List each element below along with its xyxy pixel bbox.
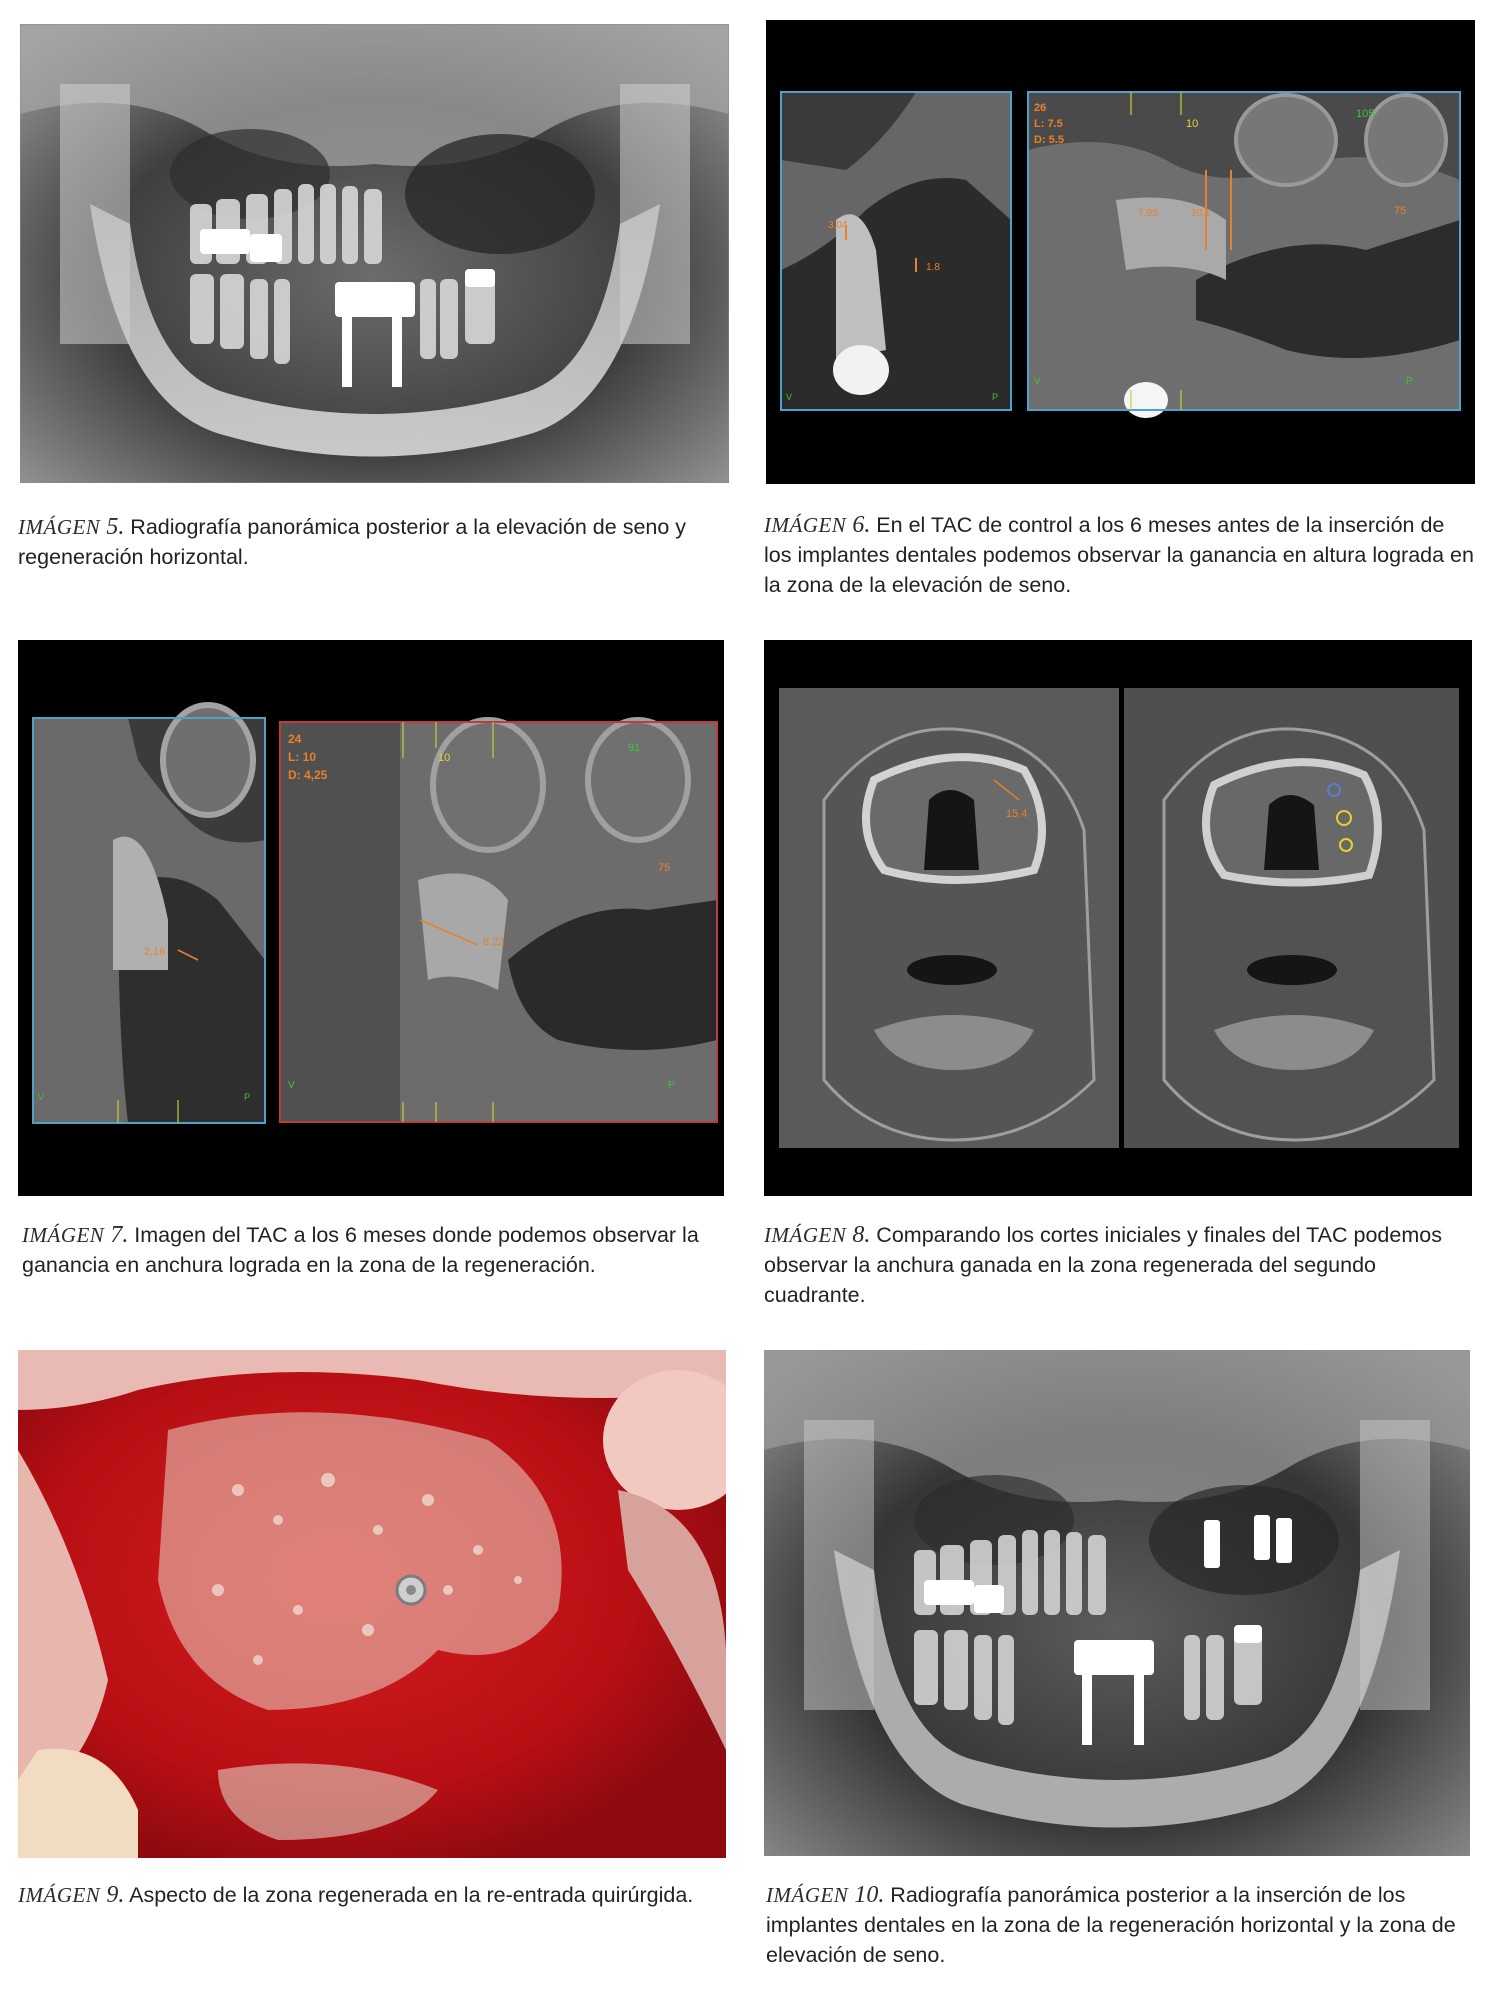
figure-7-ct-scan [18, 640, 724, 1196]
figure-number: 7. [110, 1222, 129, 1248]
ct6-corner-v-left: V [786, 392, 793, 402]
ct7-corner-v-left: V [38, 1092, 45, 1102]
ct7-right-top: 10 [438, 752, 451, 764]
figure-number: 6. [852, 512, 871, 538]
ct7-corner-p-right: P [668, 1080, 675, 1091]
figure-6-ct-scan [766, 20, 1475, 484]
ct6-right-l: L: 7.5 [1034, 118, 1063, 130]
figure-8-ct-axial [764, 640, 1472, 1196]
figure-label: imágen [764, 506, 847, 539]
ct7-right-top-green: 91 [628, 742, 641, 754]
caption-text: Radiografía panorámica posterior a la elevación de seno y regeneración horizontal. [18, 515, 687, 569]
caption-text: Imagen del TAC a los 6 meses donde podemos observar la ganancia en anchura lograda en la zona de la regeneración. [22, 1223, 699, 1277]
figure-9-surgical-photo [18, 1350, 726, 1858]
ct6-right-top-green: 105 [1356, 108, 1375, 120]
ct6-corner-v-right: V [1034, 376, 1041, 387]
figure-10-caption [766, 1878, 1478, 1970]
ct7-right-side: 75 [658, 862, 671, 874]
figure-number: 8. [852, 1222, 871, 1248]
ct6-corner-p-left: P [992, 392, 999, 402]
ct6-right-top: 10 [1186, 118, 1199, 130]
ct7-right-d: D: 4,25 [288, 768, 328, 782]
figure-number: 5. [106, 514, 125, 540]
ct6-right-d: D: 5.5 [1034, 134, 1064, 146]
figure-label: imágen [18, 508, 101, 541]
ct7-right-header: 24 [288, 732, 302, 746]
ct7-right-measure: 8.22 [483, 936, 505, 948]
ct6-right-side: 75 [1394, 205, 1407, 217]
figure-9-caption [18, 1878, 730, 1910]
ct7-corner-p-left: P [244, 1092, 251, 1102]
ct6-left-measure-2: 1.8 [926, 262, 940, 273]
ct6-right-measure-2: 10.1 [1191, 208, 1211, 219]
ct6-corner-p-right: P [1406, 376, 1413, 387]
figure-label: imágen [766, 1876, 849, 1909]
figure-label: imágen [764, 1216, 847, 1249]
figure-8-caption [764, 1218, 1476, 1310]
ct7-right-l: L: 10 [288, 750, 317, 764]
figure-5-panoramic-xray [20, 24, 729, 483]
figure-6-caption [764, 508, 1476, 600]
caption-text: Radiografía panorámica posterior a la inserción de los implantes dentales en la zona de la regeneración horizontal y la zona de elevación de seno. [766, 1883, 1456, 1967]
ct7-corner-v-right: V [288, 1080, 295, 1091]
caption-text: Aspecto de la zona regenerada en la re-entrada quirúrgida. [129, 1883, 694, 1907]
caption-text: En el TAC de control a los 6 meses antes de la inserción de los implantes dentales podemos observar la ganancia en altura lograda en la zona de la elevación de seno. [764, 513, 1474, 597]
figure-10-panoramic-xray [764, 1350, 1470, 1856]
figure-number: 10. [854, 1882, 885, 1908]
ct6-right-header: 26 [1034, 102, 1047, 114]
figure-number: 9. [106, 1882, 125, 1908]
ct7-left-measure: 2,16 [144, 946, 166, 958]
ct6-right-measure-1: 7.93 [1138, 208, 1158, 219]
figure-label: imágen [18, 1876, 101, 1909]
caption-text: Comparando los cortes iniciales y finales del TAC podemos observar la anchura ganada en la zona regenerada del segundo cuadrante. [764, 1223, 1442, 1307]
figure-label: imágen [22, 1216, 105, 1249]
figure-7-caption [22, 1218, 722, 1280]
ct6-left-measure-1: 3.04 [828, 220, 848, 231]
ct8-measure: 15.4 [1006, 808, 1028, 820]
figure-5-caption [18, 510, 718, 572]
